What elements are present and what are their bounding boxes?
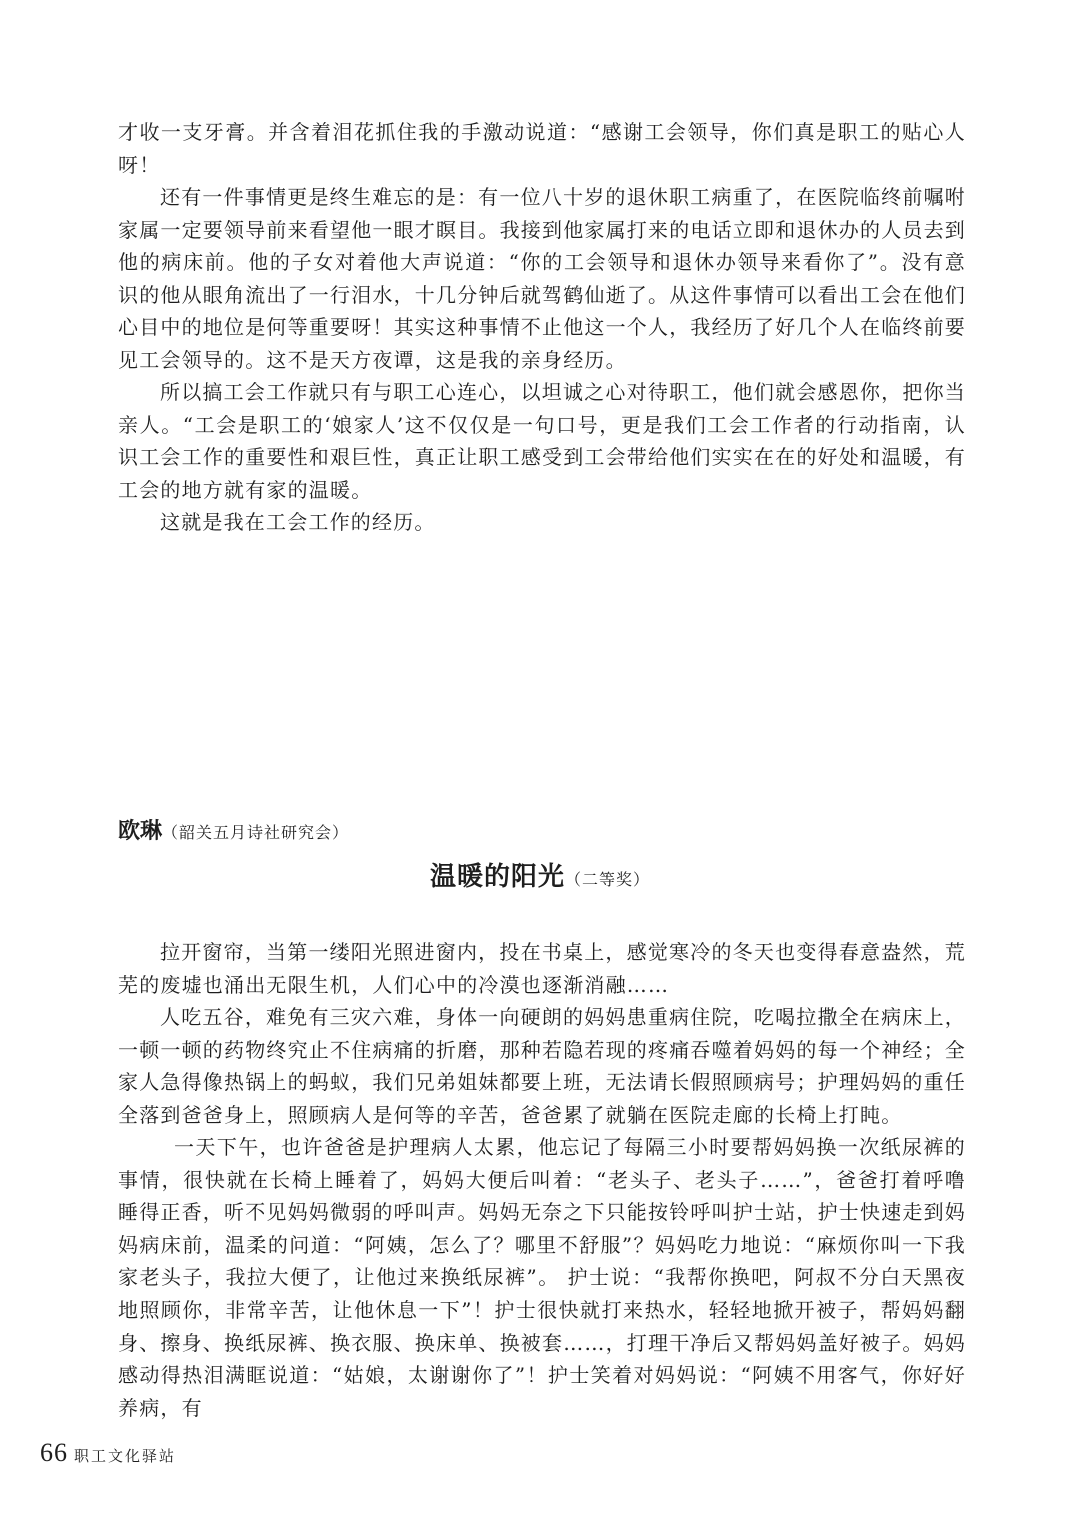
magazine-name: 职工文化驿站: [74, 1447, 177, 1465]
byline: [118, 814, 349, 845]
award-label: （二等奖）: [565, 870, 651, 889]
author-name: 欧琳: [118, 819, 163, 844]
prev-article-paragraph-2: 还有一件事情更是终生难忘的是：有一位八十岁的退休职工病重了，在医院临终前嘱咐家属一定要领导前来看望他一眼才瞑目。我接到他家属打来的电话立即和退休办的人员去到他的病床前。他的子女对着他大声说道：“你的工会领导和退休办领导来看你了”。没有意识的他从眼角流出了一行泪水，十几分钟后就驾鹤仙逝了。从这件事情可以看出工会在他们心目中的地位是何等重要呀！其实这种事情不止他这一个人，我经历了好几个人在临终前要见工会领导的。这不是天方夜谭，这是我的亲身经历。: [118, 185, 966, 372]
page-number: 66: [40, 1438, 68, 1467]
article-paragraph-3: 一天下午，也许爸爸是护理病人太累，他忘记了每隔三小时要帮妈妈换一次纸尿裤的事情，很快就在长椅上睡着了，妈妈大便后叫着：“老头子、老头子……”，爸爸打着呼噜睡得正香，听不见妈妈微弱的呼叫声。妈妈无奈之下只能按铃呼叫护士站，护士快速走到妈妈病床前，温柔的问道：“阿姨，怎么了？哪里不舒服”？妈妈吃力地说：“麻烦你叫一下我家老头子，我拉大便了，让他过来换纸尿裤”。 护士说：“我帮你换吧，阿叔不分白天黑夜地照顾你，非常辛苦，让他休息一下”！护士很快就打来热水，轻轻地掀开被子，帮妈妈翻身、擦身、换纸尿裤、换衣服、换床单、换被套……，打理干净后又帮妈妈盖好被子。妈妈感动得热泪满眶说道：“姑娘，太谢谢你了”！护士笑着对妈妈说：“阿姨不用客气，你好好养病，有: [118, 1135, 966, 1420]
article-paragraph-2: 人吃五谷，难免有三灾六难，身体一向硬朗的妈妈患重病住院，吃喝拉撒全在病床上，一顿一顿的药物终究止不住病痛的折磨，那种若隐若现的疼痛吞噬着妈妈的每一个神经；全家人急得像热锅上的蚂蚁，我们兄弟姐妹都要上班，无法请长假照顾病号；护理妈妈的重任全落到爸爸身上，照顾病人是何等的辛苦，爸爸累了就躺在医院走廊的长椅上打盹。: [118, 1005, 966, 1127]
article-heading: [0, 856, 1080, 893]
prev-article-paragraph-4: 这就是我在工会工作的经历。: [160, 510, 436, 534]
page-footer: [40, 1438, 176, 1468]
article-paragraph-1: 拉开窗帘，当第一缕阳光照进窗内，投在书桌上，感觉寒冷的冬天也变得春意盎然，荒芜的废墟也涌出无限生机，人们心中的冷漠也逐渐消融……: [118, 940, 966, 997]
article-title: 温暖的阳光: [429, 862, 565, 892]
prev-article-paragraph-3: 所以搞工会工作就只有与职工心连心，以坦诚之心对待职工，他们就会感恩你，把你当亲人。“工会是职工的‘娘家人’这不仅仅是一句口号，更是我们工会工作者的行动指南，认识工会工作的重要性和艰巨性，真正让职工感受到工会带给他们实实在在的好处和温暖，有工会的地方就有家的温暖。: [118, 380, 966, 502]
author-affiliation: （韶关五月诗社研究会）: [162, 823, 350, 842]
prev-article-paragraph-1: 才收一支牙膏。并含着泪花抓住我的手激动说道：“感谢工会领导，你们真是职工的贴心人呀！: [118, 120, 966, 177]
